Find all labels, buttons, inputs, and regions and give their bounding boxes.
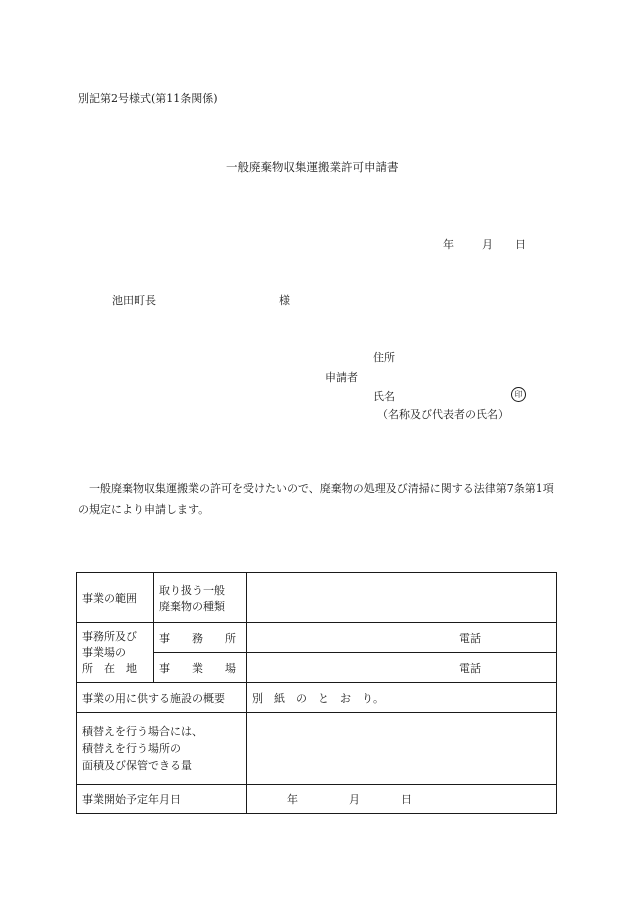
transship-field[interactable] bbox=[247, 713, 557, 785]
addressee-honorific: 様 bbox=[279, 294, 290, 307]
location-label-line-3: 所 在 地 bbox=[82, 661, 137, 675]
waste-type-label-line-2: 廃棄物の種類 bbox=[159, 599, 225, 613]
office-field[interactable] bbox=[247, 623, 557, 653]
transship-row bbox=[77, 713, 557, 785]
start-date-label: 事業開始予定年月日 bbox=[77, 785, 247, 814]
scope-label: 事業の範囲 bbox=[77, 573, 154, 623]
seal-label: 印 bbox=[511, 387, 526, 402]
location-label bbox=[77, 623, 154, 683]
applicant-label: 申請者 bbox=[325, 371, 358, 384]
name-note: （名称及び代表者の氏名） bbox=[377, 408, 509, 421]
transship-label-line-3: 面積及び保管できる量 bbox=[82, 759, 192, 772]
transship-label-line-2: 積替えを行う場所の bbox=[82, 742, 181, 755]
form-reference: 別記第2号様式(第11条関係) bbox=[78, 92, 218, 105]
name-label: 氏名 bbox=[373, 390, 395, 403]
document-title: 一般廃棄物収集運搬業許可申請書 bbox=[226, 160, 399, 174]
office-label: 事 務 所 bbox=[154, 623, 247, 653]
start-date-row bbox=[77, 785, 557, 814]
application-statement: 一般廃棄物収集運搬業の許可を受けたいので、廃棄物の処理及び清掃に関する法律第7条第1項の規定により申請します。 bbox=[78, 482, 554, 516]
address-label: 住所 bbox=[373, 351, 395, 364]
seal-mark-icon bbox=[511, 387, 526, 402]
start-year-label: 年 bbox=[287, 793, 298, 806]
waste-type-label bbox=[154, 573, 247, 623]
facility-label: 事業の用に供する施設の概要 bbox=[77, 683, 247, 713]
site-field[interactable] bbox=[247, 653, 557, 683]
application-table bbox=[76, 572, 557, 814]
office-row bbox=[77, 623, 557, 653]
start-month-label: 月 bbox=[349, 793, 360, 806]
site-phone-label: 電話 bbox=[459, 661, 481, 675]
start-day-label: 日 bbox=[401, 793, 412, 806]
start-date-field[interactable] bbox=[247, 785, 557, 814]
location-label-line-2: 事業場の bbox=[82, 645, 126, 659]
transship-label bbox=[77, 713, 247, 785]
waste-type-field[interactable] bbox=[247, 573, 557, 623]
scope-row bbox=[77, 573, 557, 623]
date-year-label: 年 bbox=[443, 238, 454, 251]
transship-label-line-1: 積替えを行う場合には、 bbox=[82, 725, 203, 738]
office-phone-label: 電話 bbox=[459, 631, 481, 645]
addressee-name: 池田町長 bbox=[112, 294, 156, 307]
facility-row bbox=[77, 683, 557, 713]
site-label: 事 業 場 bbox=[154, 653, 247, 683]
location-label-line-1: 事務所及び bbox=[82, 629, 137, 643]
facility-value: 別 紙 の と お り。 bbox=[247, 683, 557, 713]
date-day-label: 日 bbox=[515, 238, 526, 251]
date-month-label: 月 bbox=[482, 238, 493, 251]
waste-type-label-line-1: 取り扱う一般 bbox=[159, 583, 225, 597]
